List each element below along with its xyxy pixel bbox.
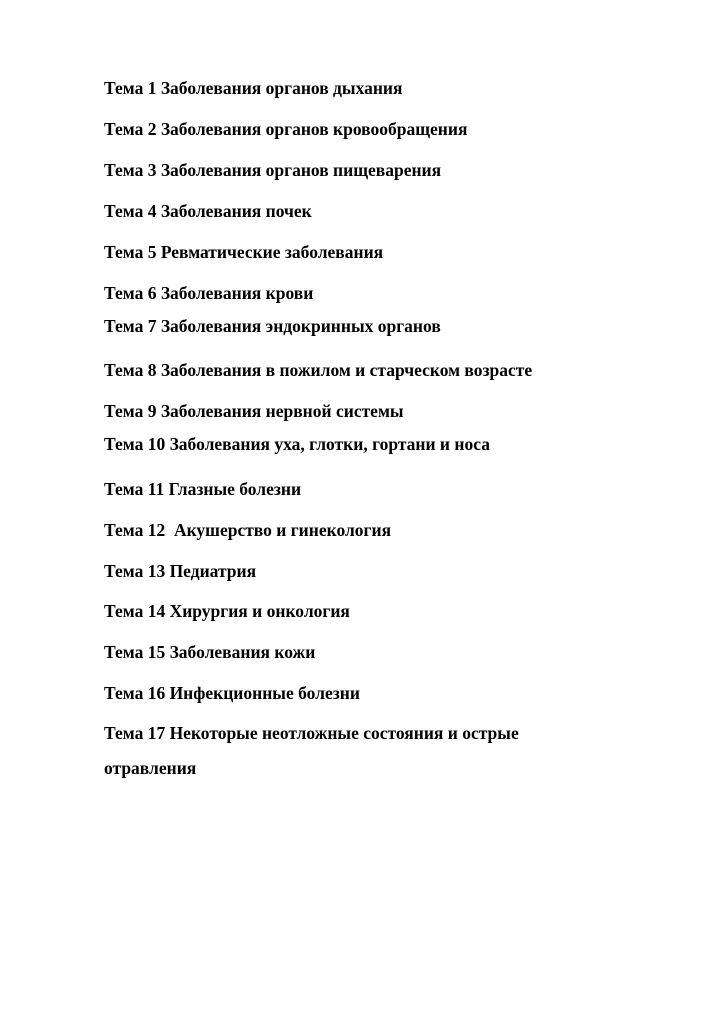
- topic-5: Тема 5 Ревматические заболевания: [104, 242, 384, 262]
- topic-17: Тема 17 Некоторые неотложные состояния и острые отравления: [104, 723, 519, 778]
- topic-7: Тема 7 Заболевания эндокринных органов: [104, 316, 441, 336]
- topic-13: Тема 13 Педиатрия: [104, 561, 257, 581]
- topic-12: Тема 12 Акушерство и гинекология: [104, 520, 392, 540]
- topic-1: Тема 1 Заболевания органов дыхания: [104, 78, 403, 98]
- topic-6: Тема 6 Заболевания крови: [104, 283, 314, 303]
- topic-11: Тема 11 Глазные болезни: [104, 479, 302, 499]
- topic-14: Тема 14 Хирургия и онкология: [104, 601, 350, 621]
- topic-2: Тема 2 Заболевания органов кровообращения: [104, 119, 468, 139]
- topic-15: Тема 15 Заболевания кожи: [104, 642, 316, 662]
- topic-4: Тема 4 Заболевания почек: [104, 201, 312, 221]
- topic-8: Тема 8 Заболевания в пожилом и старческом возрасте: [104, 360, 533, 380]
- topic-16: Тема 16 Инфекционные болезни: [104, 683, 360, 703]
- topic-9: Тема 9 Заболевания нервной системы: [104, 401, 404, 421]
- topic-10: Тема 10 Заболевания уха, глотки, гортани и носа: [104, 434, 490, 454]
- topic-3: Тема 3 Заболевания органов пищеварения: [104, 160, 442, 180]
